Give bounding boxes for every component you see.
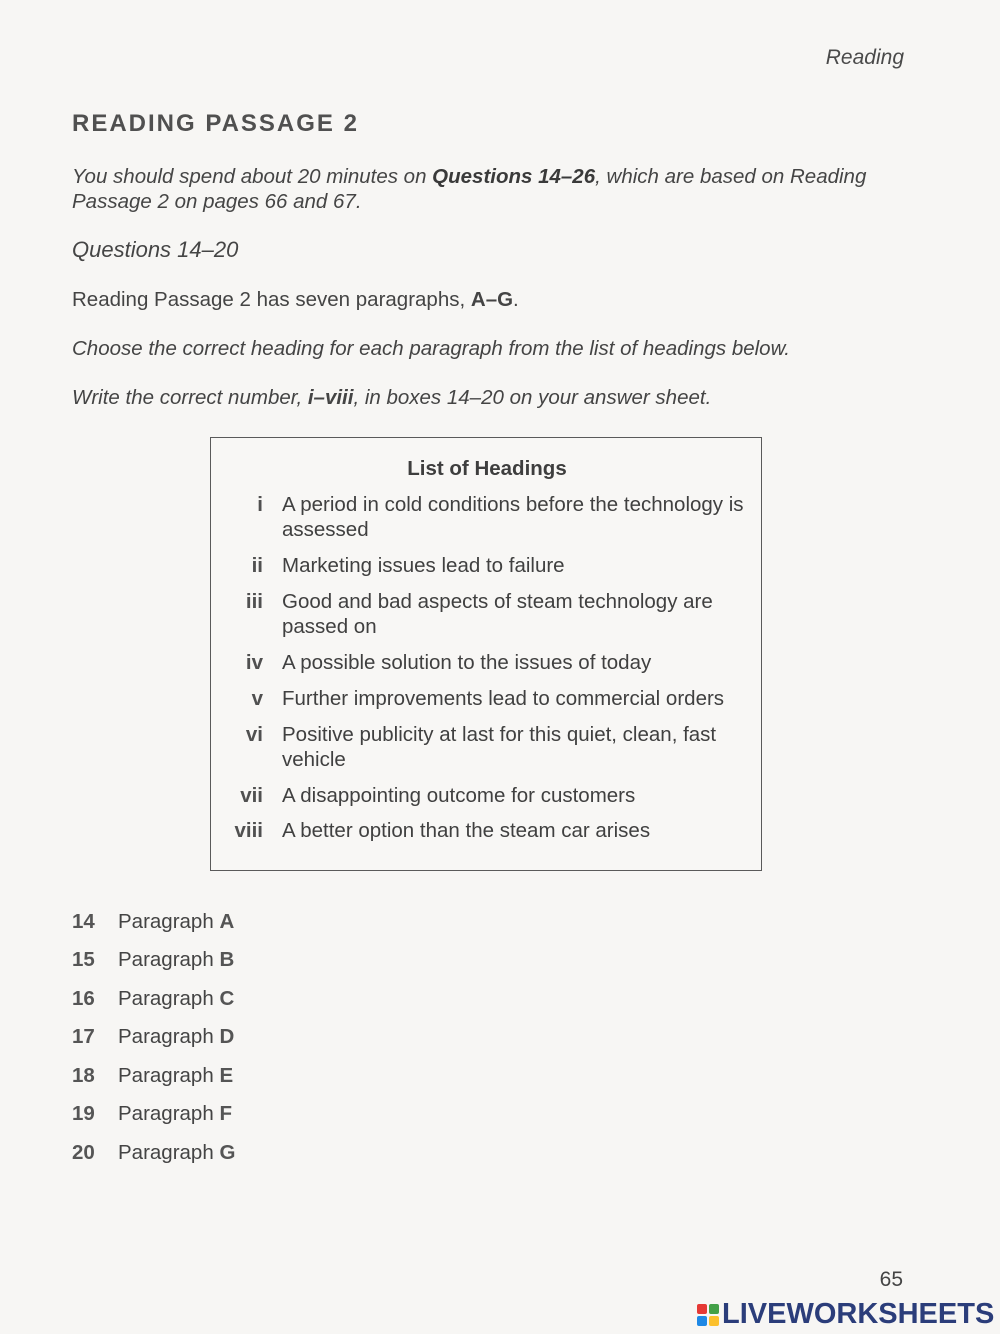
paragraph-letter: E <box>219 1064 234 1087</box>
heading-numeral: vi <box>245 723 263 746</box>
heading-text: Marketing issues lead to failure <box>282 554 565 577</box>
paragraph-label: Paragraph <box>118 1025 220 1048</box>
logo-square <box>709 1304 719 1314</box>
liveworksheets-watermark[interactable] <box>697 1298 994 1331</box>
heading-text: A disappointing outcome for customers <box>282 784 636 807</box>
passage-instructions <box>72 164 932 214</box>
write-number-instruction <box>72 386 711 410</box>
question-number: 16 <box>72 987 95 1010</box>
headings-list-title: List of Headings <box>407 457 567 480</box>
heading-numeral: v <box>251 687 263 710</box>
paragraph-label: Paragraph <box>118 987 220 1010</box>
paragraph-letter: C <box>219 987 235 1010</box>
numeral-range: i–viii <box>307 386 354 409</box>
passage-title: READING PASSAGE 2 <box>72 110 359 137</box>
instruction-text: Reading Passage 2 has seven paragraphs, <box>72 288 471 311</box>
question-number: 18 <box>72 1064 95 1087</box>
intro-questions-range: Questions 14–26 <box>432 165 596 188</box>
paragraph-label: Paragraph <box>118 1141 220 1164</box>
question-row <box>72 1102 232 1126</box>
logo-square <box>697 1304 707 1314</box>
heading-text: Good and bad aspects of steam technology are passed on <box>282 590 713 638</box>
question-row <box>72 910 234 934</box>
heading-numeral: vii <box>240 784 263 807</box>
question-row <box>72 1064 233 1088</box>
paragraph-label: Paragraph <box>118 910 220 933</box>
question-number: 20 <box>72 1141 95 1164</box>
paragraph-label: Paragraph <box>118 1102 220 1125</box>
liveworksheets-logo-icon <box>697 1304 719 1326</box>
question-number: 17 <box>72 1025 95 1048</box>
paragraph-label: Paragraph <box>118 948 220 971</box>
heading-numeral: ii <box>251 554 263 577</box>
intro-text: You should spend about 20 minutes on <box>72 165 433 188</box>
paragraph-letter: A <box>219 910 235 933</box>
question-number: 19 <box>72 1102 95 1125</box>
question-row <box>72 987 234 1011</box>
choose-heading-instruction: Choose the correct heading for each paragraph from the list of headings below. <box>72 337 790 360</box>
question-number: 14 <box>72 910 95 933</box>
page-number: 65 <box>879 1268 903 1291</box>
heading-numeral: i <box>257 493 263 516</box>
paragraph-label: Paragraph <box>118 1064 220 1087</box>
heading-text: Further improvements lead to commercial orders <box>282 687 725 710</box>
heading-text: A period in cold conditions before the technology is assessed <box>282 493 744 541</box>
question-row <box>72 1141 235 1165</box>
paragraph-range: A–G <box>470 288 514 311</box>
heading-numeral: viii <box>234 819 263 842</box>
heading-text: A possible solution to the issues of today <box>282 651 652 674</box>
running-head: Reading <box>825 46 904 69</box>
question-row <box>72 948 234 972</box>
watermark-text: LIVEWORKSHEETS <box>722 1298 995 1330</box>
heading-numeral: iii <box>245 590 263 613</box>
question-number: 15 <box>72 948 95 971</box>
questions-heading: Questions 14–20 <box>72 237 239 262</box>
heading-text: A better option than the steam car arises <box>282 819 651 842</box>
heading-numeral: iv <box>245 651 263 674</box>
question-row <box>72 1025 234 1049</box>
instruction-text: Write the correct number, <box>72 386 308 409</box>
instruction-text-end: . <box>513 288 519 311</box>
paragraph-letter: D <box>219 1025 235 1048</box>
paragraph-letter: B <box>219 948 235 971</box>
heading-text: Positive publicity at last for this quiet, clean, fast vehicle <box>282 723 717 771</box>
intro-text-end: , which are based on Reading Passage 2 on pages 66 and 67. <box>72 165 867 213</box>
logo-square <box>709 1316 719 1326</box>
instruction-text-end: , in boxes 14–20 on your answer sheet. <box>353 386 712 409</box>
paragraph-letter: G <box>219 1141 236 1164</box>
paragraph-letter: F <box>219 1102 232 1125</box>
logo-square <box>697 1316 707 1326</box>
paragraph-count-instruction <box>72 288 519 312</box>
headings-list-box <box>210 437 762 871</box>
